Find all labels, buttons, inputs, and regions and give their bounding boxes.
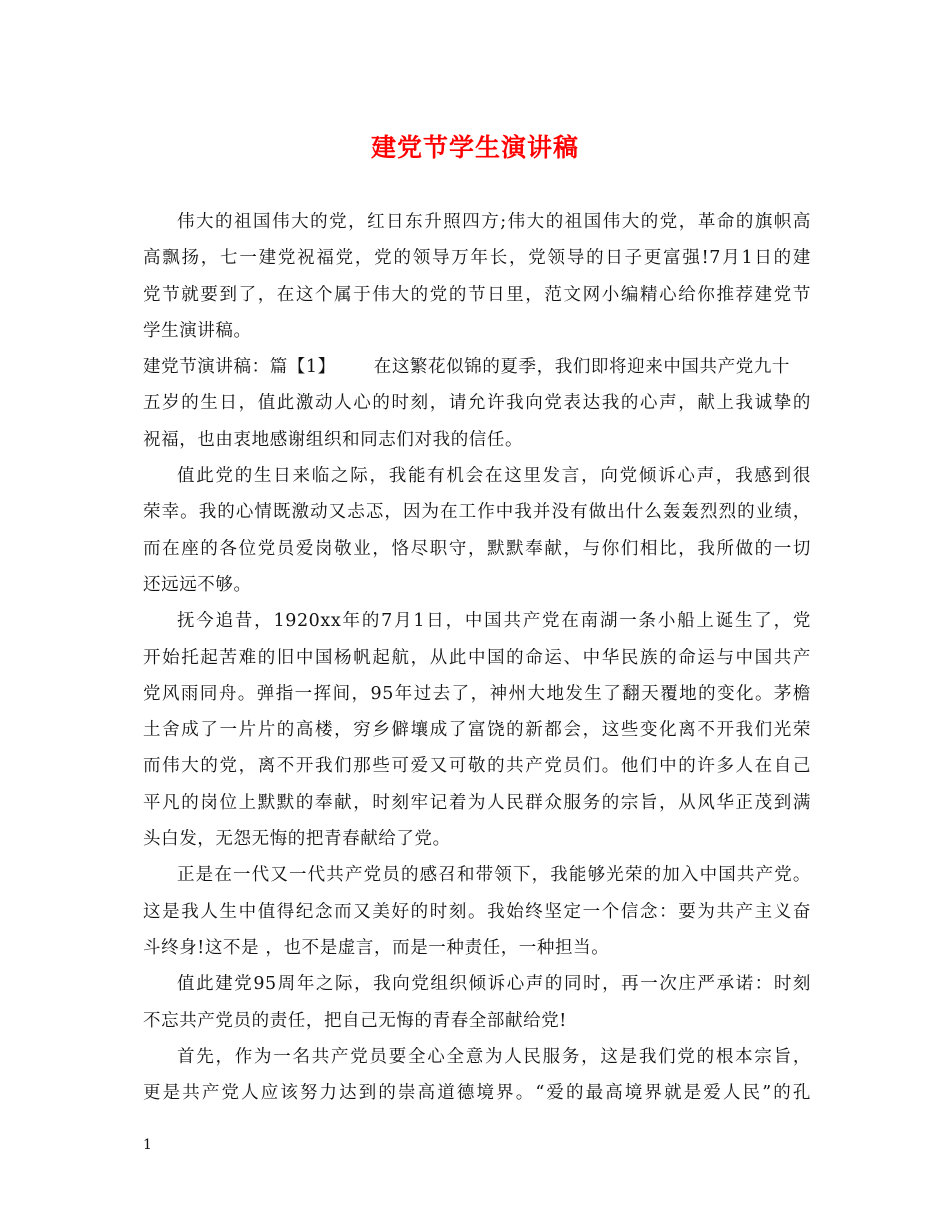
text-line: [143, 385, 811, 421]
page-number: 1: [143, 1137, 152, 1153]
text-line-content: 五岁的生日，值此激动人心的时刻，请允许我向党表达我的心声，献上我诚挚的: [143, 393, 811, 414]
text-line-content: 首先，作为一名共产党员要全心全意为人民服务，这是我们党的根本宗旨，: [177, 1046, 811, 1067]
text-line: [143, 313, 811, 349]
text-line-content: 抚今追昔，1920xx年的7月1日，中国共产党在南湖一条小船上诞生了，党: [177, 611, 811, 632]
text-line-content: 开始托起苦难的旧中国杨帆起航，从此中国的命运、中华民族的命运与中国共产: [143, 647, 811, 668]
text-line: [143, 531, 811, 567]
text-line: [143, 1075, 811, 1111]
text-line: [143, 857, 811, 893]
text-line: [143, 640, 811, 676]
text-line-content: 值此党的生日来临之际，我能有机会在这里发言，向党倾诉心声，我感到很: [177, 466, 811, 487]
text-line-content: 头白发，无怨无悔的把青春献给了党。: [143, 829, 451, 850]
text-line: [143, 240, 811, 276]
text-line-content: 而在座的各位党员爱岗敬业，恪尽职守，默默奉献，与你们相比，我所做的一切: [143, 538, 811, 559]
document-body: [143, 204, 811, 1111]
text-line-content: 不忘共产党员的责任，把自己无悔的青春全部献给党!: [143, 1010, 567, 1031]
text-line: [143, 966, 811, 1002]
text-line-content: 值此建党95周年之际，我向党组织倾诉心声的同时，再一次庄严承诺：时刻: [177, 974, 811, 995]
text-line-content: 党风雨同舟。弹指一挥间，95年过去了，神州大地发生了翻天覆地的变化。茅檐: [143, 683, 811, 704]
text-line: [143, 422, 811, 458]
text-line: [143, 676, 811, 712]
text-line-content: 这是我人生中值得纪念而又美好的时刻。我始终坚定一个信念：要为共产主义奋: [143, 901, 811, 922]
text-line: [143, 1039, 811, 1075]
text-line-content: 土舍成了一片片的高楼，穷乡僻壤成了富饶的新都会，这些变化离不开我们光荣: [143, 720, 811, 741]
document-title: 建党节学生演讲稿: [370, 133, 579, 162]
text-line-content: 党节就要到了，在这个属于伟大的党的节日里，范文网小编精心给你推荐建党节: [143, 284, 811, 305]
text-line-content: 还远远不够。: [143, 574, 252, 595]
text-line-content: 正是在一代又一代共产党员的感召和带领下，我能够光荣的加入中国共产党。: [177, 865, 811, 886]
text-line-content: 伟大的祖国伟大的党，红日东升照四方;伟大的祖国伟大的党，革命的旗帜高: [177, 212, 811, 232]
text-line: [143, 930, 811, 966]
text-line: [143, 494, 811, 530]
text-line-content: 祝福，也由衷地感谢组织和同志们对我的信任。: [143, 429, 524, 450]
text-line: [143, 603, 811, 639]
text-line: [143, 1003, 811, 1039]
text-line: [143, 567, 811, 603]
text-line: [143, 349, 811, 385]
text-line: [143, 785, 811, 821]
text-line: [143, 458, 811, 494]
text-line: [143, 204, 811, 240]
text-line: [143, 748, 811, 784]
text-line: [143, 277, 811, 313]
text-line-tail: 在这繁花似锦的夏季，我们即将迎来中国共产党九十: [373, 357, 791, 378]
text-line-content: 建党节演讲稿：篇【1】: [143, 357, 336, 378]
text-line-content: 而伟大的党，离不开我们那些可爱又可敬的共产党员们。他们中的许多人在自己: [143, 756, 811, 777]
text-line: [143, 821, 811, 857]
text-line-content: 荣幸。我的心情既激动又忐忑，因为在工作中我并没有做出什么轰轰烈烈的业绩，: [143, 502, 811, 523]
text-line-content: 高飘扬，七一建党祝福党，党的领导万年长，党领导的日子更富强!7月1日的建: [143, 248, 811, 269]
text-line-content: 更是共产党人应该努力达到的崇高道德境界。“爱的最高境界就是爱人民”的孔: [143, 1083, 811, 1104]
text-line: [143, 894, 811, 930]
text-line-content: 斗终身!这不是 ，也不是虚言，而是一种责任，一种担当。: [143, 937, 610, 958]
text-line-content: 学生演讲稿。: [143, 320, 252, 341]
text-line-content: 平凡的岗位上默默的奉献，时刻牢记着为人民群众服务的宗旨，从风华正茂到满: [143, 792, 811, 813]
text-line: [143, 712, 811, 748]
